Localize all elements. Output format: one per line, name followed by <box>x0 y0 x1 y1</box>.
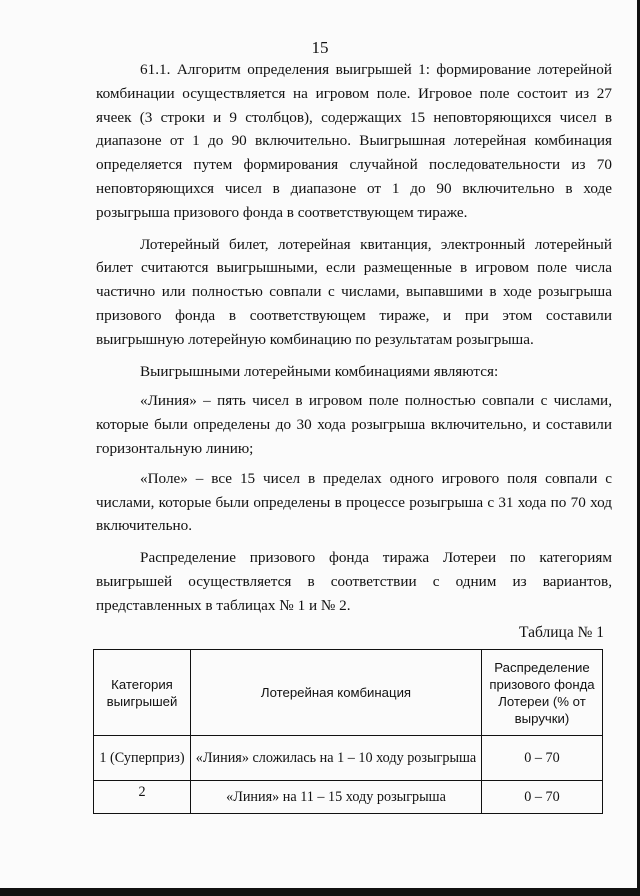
header-category: Категория выигрышей <box>94 650 191 736</box>
paragraph-field-combination: «Поле» – все 15 чисел в пределах одного игрового поля совпали с числами, которые были определены в процессе розыгрыша с 31 хода по 70 ход включительно. <box>96 469 612 535</box>
cell-combination: «Линия» на 11 – 15 ходу розыгрыша <box>191 781 482 814</box>
cell-combination: «Линия» сложилась на 1 – 10 ходу розыгрыша <box>191 736 482 781</box>
table-caption: Таблица № 1 <box>519 624 604 641</box>
paragraph-combinations-intro: Выигрышными лотерейными комбинациями являются: <box>140 362 499 380</box>
document-body <box>96 58 612 618</box>
prize-table <box>93 649 603 814</box>
cell-distribution: 0 – 70 <box>482 736 603 781</box>
table-row <box>94 781 603 814</box>
header-distribution: Распределение призового фонда Лотереи (% от выручки) <box>482 650 603 736</box>
page-number: 15 <box>311 38 329 57</box>
scan-edge-bottom <box>0 888 640 896</box>
paragraph-algorithm: 61.1. Алгоритм определения выигрышей 1: формирование лотерейной комбинации осуществляется на игровом поле. Игровое поле состоит из 27 ячеек (3 строки и 9 столбцов), содержащих 15 неповторяющихся чисел в диапазоне от 1 до 90 включительно. Выигрышная лотерейная комбинация определяется путем формирования случайной последовательности из 70 неповторяющихся чисел в диапазоне от 1 до 90 включительно в ходе розыгрыша призового фонда в соответствующем тираже. <box>96 61 612 221</box>
cell-category: 1 (Суперприз) <box>94 736 191 781</box>
table-header-row <box>94 650 603 736</box>
table-row <box>94 736 603 781</box>
paragraph-prize-distribution: Распределение призового фонда тиража Лотереи по категориям выигрышей осуществляется в соответствии с одним из вариантов, представленных в таблицах № 1 и № 2. <box>96 549 612 614</box>
paragraph-line-combination: «Линия» – пять чисел в игровом поле полностью совпали с числами, которые были определены до 30 хода розыгрыша включительно, и составили горизонтальную линию; <box>96 392 612 457</box>
header-combination: Лотерейная комбинация <box>191 650 482 736</box>
cell-distribution: 0 – 70 <box>482 781 603 814</box>
paragraph-winning-tickets: Лотерейный билет, лотерейная квитанция, электронный лотерейный билет считаются выигрышными, если размещенные в игровом поле числа частично или полностью совпали с числами, выпавшими в ходе розыгрыша призового фонда в соответствующем тираже, и при этом составили выигрышную лотерейную комбинацию по результатам розыгрыша. <box>96 235 612 348</box>
cell-category: 2 <box>94 781 191 814</box>
